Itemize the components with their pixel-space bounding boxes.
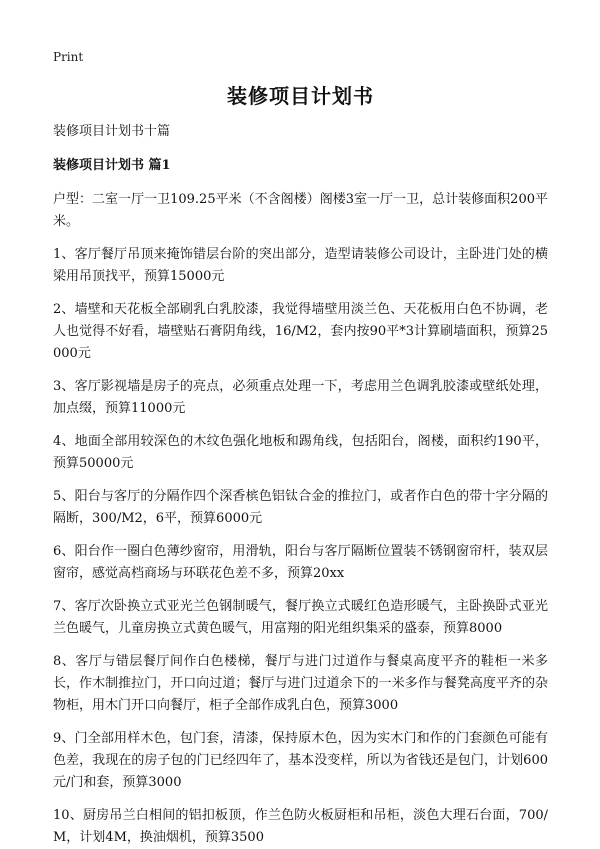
paragraph-item-8: 8、客厅与错层餐厅间作白色楼梯，餐厅与进门过道作与餐桌高度平齐的鞋柜一米多长，作木制推拉门，开口向过道；餐厅与进门过道余下的一米多作与餐凳高度平齐的杂物柜，用木门开口向餐厅，柜子全部作成乳白色，预算3000 — [53, 654, 548, 713]
paragraph-item-9: 9、门全部用样木色，包门套，清漆，保持原木色，因为实木门和作的门套颜色可能有色差，我现在的房子包的门已经四年了，基本没变样，所以为省钱还是包门，计划600元/门和套，预算3000 — [53, 731, 548, 790]
paragraph-item-2: 2、墙壁和天花板全部刷乳白乳胶漆，我觉得墙壁用淡兰色、天花板用白色不协调，老人也觉得不好看，墙壁贴石膏阴角线，16/M2，套内按90平*3计算刷墙面积，预算25000元 — [53, 302, 548, 361]
paragraph-floor-plan: 户型：二室一厅一卫109.25平米（不含阁楼）阁楼3室一厅一卫，总计装修面积200平米。 — [53, 192, 548, 229]
section-heading: 装修项目计划书 篇1 — [53, 158, 171, 173]
page-title: 装修项目计划书 — [227, 84, 374, 108]
paragraph-item-10: 10、厨房吊兰白相间的铝扣板顶，作兰色防火板厨柜和吊柜，淡色大理石台面，700/M，计划4M，换油烟机，预算3500 — [53, 808, 548, 845]
paragraph-item-5: 5、阳台与客厅的分隔作四个深香槟色铝钛合金的推拉门，或者作白色的带十字分隔的隔断，300/M2，6平，预算6000元 — [53, 489, 548, 526]
print-link[interactable]: Print — [53, 50, 84, 64]
document-subtitle: 装修项目计划书十篇 — [53, 124, 171, 139]
paragraph-item-1: 1、客厅餐厅吊顶来掩饰错层台阶的突出部分，造型请装修公司设计，主卧进门处的横梁用吊顶找平，预算15000元 — [53, 247, 548, 284]
paragraph-item-7: 7、客厅次卧换立式亚光兰色钢制暖气，餐厅换立式暖红色造形暖气，主卧换卧式亚光兰色暖气，儿童房换立式黄色暖气，用富翔的阳光组织集采的盛泰，预算8000 — [53, 599, 548, 636]
paragraph-item-3: 3、客厅影视墙是房子的亮点，必须重点处理一下，考虑用兰色调乳胶漆或壁纸处理，加点缀，预算11000元 — [53, 379, 548, 416]
paragraph-item-4: 4、地面全部用较深色的木纹色强化地板和踢角线，包括阳台，阁楼，面积约190平，预算50000元 — [53, 434, 548, 471]
paragraph-item-6: 6、阳台作一圈白色薄纱窗帘，用滑轨，阳台与客厅隔断位置装不锈钢窗帘杆，装双层窗帘，感觉高档商场与环联花色差不多，预算20xx — [53, 544, 548, 581]
